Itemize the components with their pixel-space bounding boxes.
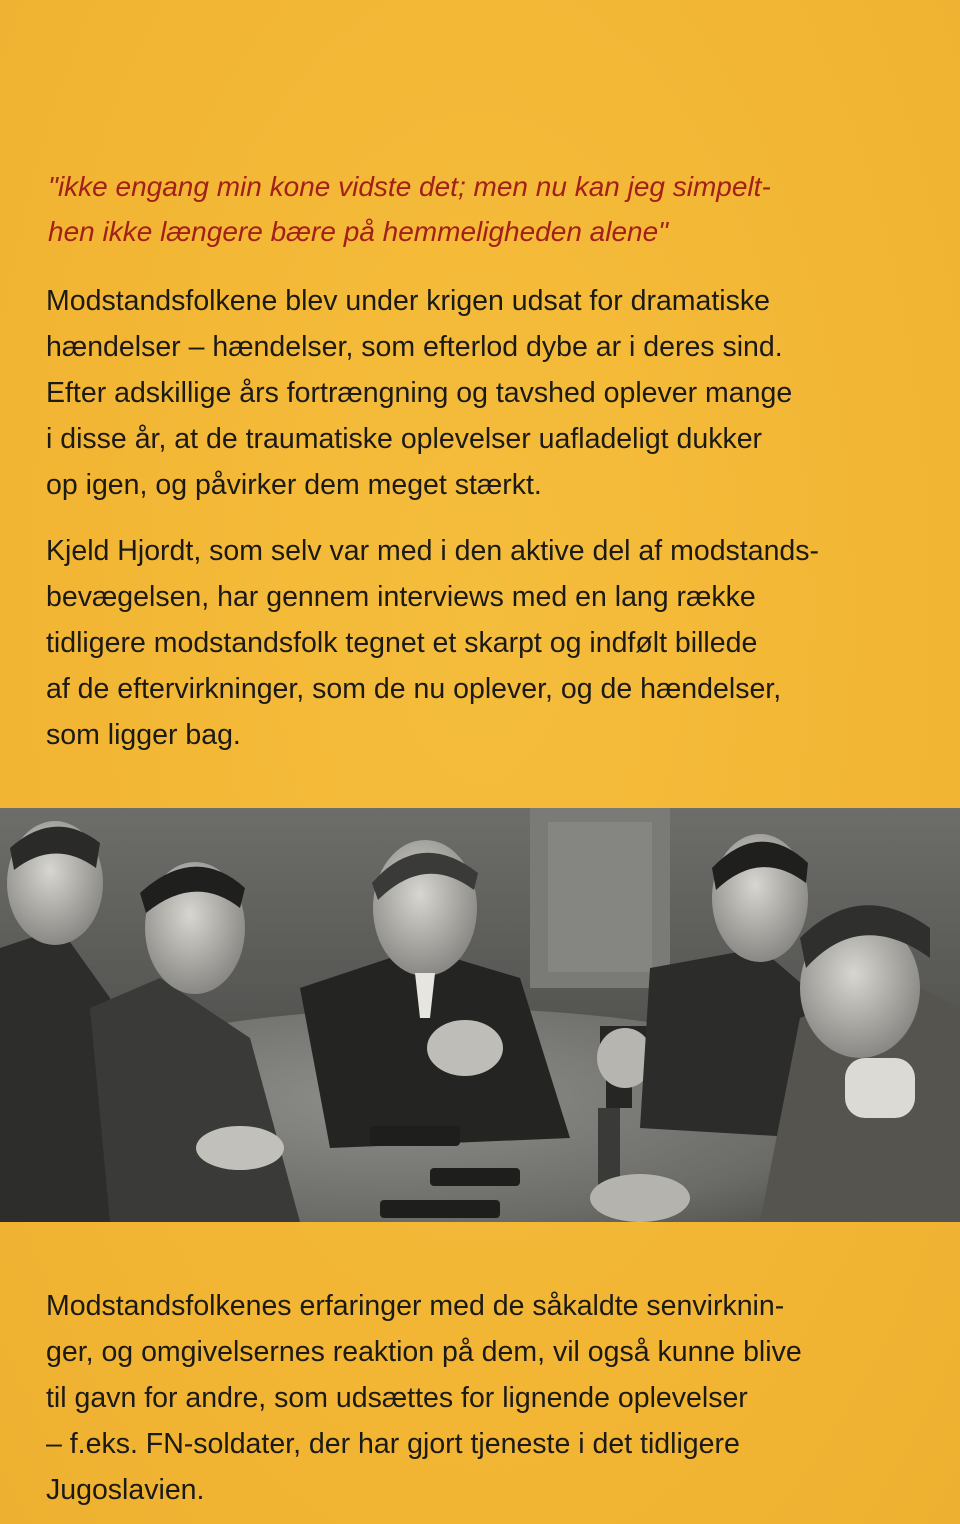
- photo-illustration: [0, 808, 960, 1222]
- black-and-white-photo: [0, 808, 960, 1222]
- body-paragraph-1: Modstandsfolkene blev under krigen udsat for dramatiske hændelser – hændelser, som efterlod dybe ar i deres sind. Efter adskillige års fortrængning og tavshed oplever mange i disse år, at de traumatiske oplevelser uafladeligt dukker op igen, og påvirker dem meget stærkt.: [46, 285, 793, 501]
- body-paragraph-3: Modstandsfolkenes erfaringer med de såkaldte senvirknin- ger, og omgivelsernes reaktion på dem, vil også kunne blive til gavn for andre, som udsættes for lignende oplevelser – f.eks. FN-soldater, der har gjort tjeneste i det tidligere Jugoslavien.: [46, 1290, 802, 1506]
- pull-quote: "ikke engang min kone vidste det; men nu kan jeg simpelt- hen ikke længere bære på hemmeligheden alene": [48, 171, 771, 247]
- body-paragraph-2: Kjeld Hjordt, som selv var med i den aktive del af modstands- bevægelsen, har gennem interviews med en lang række tidligere modstandsfolk tegnet et skarpt og indfølt billede af de eftervirkninger, som de nu oplever, og de hændelser, som ligger bag.: [46, 535, 820, 751]
